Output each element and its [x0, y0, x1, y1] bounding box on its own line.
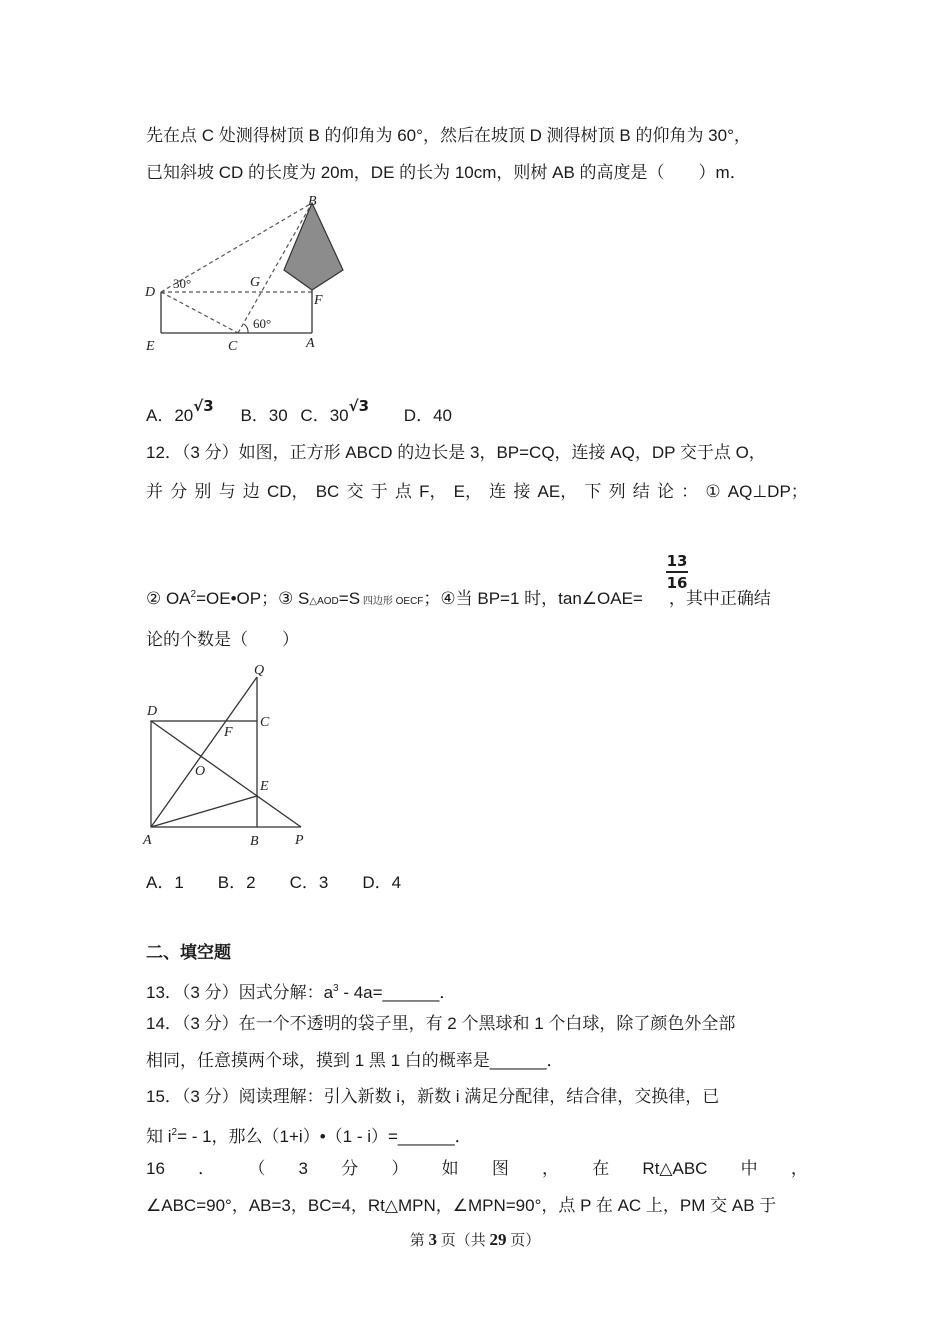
fraction-13-16: [666, 552, 688, 592]
label-c: C: [260, 715, 270, 730]
label-c: C: [228, 339, 238, 354]
fraction-numerator: 13: [666, 552, 688, 570]
label-e: E: [260, 779, 269, 794]
superscript: 2: [190, 589, 197, 600]
word: AQ⊥DP；: [727, 482, 808, 501]
word: 在: [592, 1159, 610, 1178]
word: 中: [740, 1159, 758, 1178]
word: 于: [370, 482, 388, 501]
word: AE，: [537, 482, 578, 501]
line-aq: [151, 677, 257, 827]
word: 连: [489, 482, 507, 501]
text: 知 i: [146, 1127, 172, 1146]
q15-line2: [146, 1121, 472, 1149]
word: E，: [453, 482, 482, 501]
word: ）: [391, 1159, 409, 1178]
text: 13．（3 分）因式分解：a: [146, 983, 334, 1002]
word: 分: [170, 482, 188, 501]
option-b: B．30: [240, 406, 288, 425]
word: BC: [315, 482, 340, 501]
superscript: 3: [333, 983, 339, 994]
text: = - 1，那么（1+i）•（1 - i）=______．: [177, 1127, 472, 1146]
option-a: A．20: [146, 406, 194, 425]
sqrt3-c: √3: [348, 397, 370, 415]
angle-arc-c: [244, 324, 248, 333]
word: 列: [608, 482, 626, 501]
word: 3: [298, 1159, 308, 1178]
label-a: A: [306, 336, 315, 351]
label-q: Q: [254, 663, 265, 678]
q16-line2: ∠ABC=90°，AB=3，BC=4，Rt△MPN，∠MPN=90°，点 P 在 AC 上，PM 交 AB 于: [146, 1196, 777, 1215]
word: CD，: [266, 482, 309, 501]
text: =S: [338, 589, 361, 608]
subscript: △AOD: [309, 596, 339, 607]
word: ，: [790, 1159, 808, 1178]
word: （: [248, 1159, 266, 1178]
page-footer: [0, 1229, 950, 1250]
word: 接: [513, 482, 531, 501]
word: 别: [194, 482, 212, 501]
option-d: D．40: [403, 406, 452, 425]
word: 边: [242, 482, 260, 501]
text: - 4a=______．: [338, 983, 457, 1002]
q12-line2: [146, 480, 808, 504]
fraction-denominator: 16: [666, 574, 688, 592]
q12-line1: 12．（3 分）如图，正方形 ABCD 的边长是 3，BP=CQ，连接 AQ，DP 交于点 O，: [146, 443, 766, 462]
option-c: C．30: [300, 406, 349, 425]
word: ，: [542, 1159, 560, 1178]
fraction-bar: [666, 571, 688, 573]
label-a: A: [143, 833, 152, 848]
page-number: 3: [428, 1230, 437, 1249]
label-e: E: [146, 339, 155, 354]
section-heading: 二、填空题: [146, 943, 231, 962]
word: 图: [491, 1159, 509, 1178]
page-total: 29: [489, 1230, 507, 1249]
q12-figure: [140, 656, 320, 850]
angle-30-label: 30°: [173, 276, 192, 291]
text: 第: [409, 1233, 429, 1249]
label-o: O: [195, 764, 206, 779]
superscript: 2: [171, 1127, 178, 1138]
label-f: F: [314, 293, 323, 308]
label-f: F: [224, 725, 233, 740]
word: 论: [656, 482, 674, 501]
word: 如: [441, 1159, 459, 1178]
sqrt3-a: √3: [193, 397, 214, 415]
text: ；④当 BP=1 时，tan∠OAE=: [423, 589, 643, 608]
angle-60-label: 60°: [253, 316, 272, 331]
label-b: B: [308, 194, 317, 209]
word: 结: [632, 482, 650, 501]
line-dc: [161, 292, 238, 333]
word: Rt△ABC: [642, 1159, 708, 1178]
word: 并: [146, 482, 163, 501]
text: 页（共: [436, 1233, 490, 1249]
q12-options: A．1 B．2 C．3 D．4: [146, 873, 402, 892]
q11-line1: 先在点 C 处测得树顶 B 的仰角为 60°，然后在坡顶 D 测得树顶 B 的仰角为 30°，: [146, 126, 751, 145]
text: =OE•OP；③ S: [196, 589, 310, 608]
q11-figure: [140, 190, 360, 360]
line-ae: [151, 796, 257, 827]
word: 交: [346, 482, 364, 501]
tree-shape: [284, 203, 343, 290]
word: 点: [394, 482, 412, 501]
label-b: B: [250, 834, 259, 849]
label-d: D: [145, 285, 156, 300]
word: ．: [198, 1159, 216, 1178]
word: F，: [419, 482, 447, 501]
text: ，其中正确结: [668, 589, 771, 608]
q14-line1: 14．（3 分）在一个不透明的袋子里，有 2 个黑球和 1 个白球，除了颜色外全部: [146, 1014, 736, 1033]
word: 分: [341, 1159, 359, 1178]
q15-line1: 15．（3 分）阅读理解：引入新数 i，新数 i 满足分配律，结合律，交换律，已: [146, 1087, 720, 1106]
text: 页）: [506, 1233, 541, 1249]
q11-line2: 已知斜坡 CD 的长度为 20m，DE 的长为 10cm，则树 AB 的高度是（ ）m．: [146, 163, 747, 182]
text: ② OA: [146, 589, 191, 608]
q13: [146, 977, 456, 1005]
q11-options: [146, 397, 452, 428]
word: 16: [146, 1159, 165, 1178]
q14-line2: 相同，任意摸两个球，摸到 1 黑 1 白的概率是______．: [146, 1051, 564, 1070]
label-g: G: [250, 275, 261, 290]
word: ：: [681, 482, 699, 501]
word: 下: [584, 482, 602, 501]
label-p: P: [295, 833, 304, 848]
word: 与: [218, 482, 236, 501]
word: ①: [705, 482, 721, 501]
label-d: D: [147, 704, 158, 719]
q16-line1: [146, 1157, 808, 1181]
subscript: 四边形 OECF: [360, 596, 424, 607]
q12-line4: 论的个数是（ ）: [146, 630, 299, 649]
